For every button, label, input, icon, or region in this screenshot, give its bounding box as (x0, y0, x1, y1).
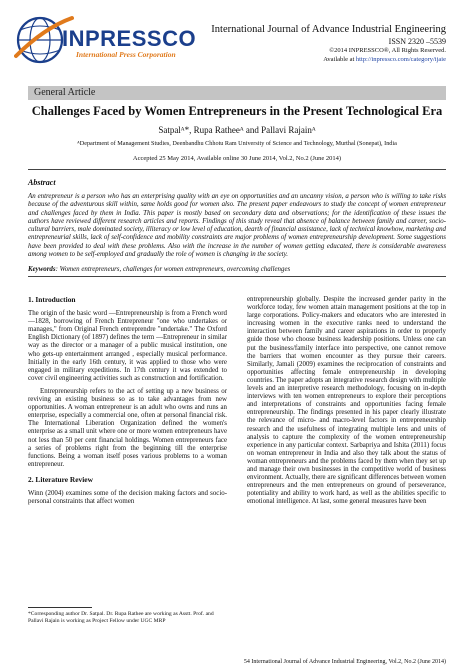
section-heading-introduction: 1. Introduction (28, 295, 76, 304)
journal-copyright: ©2014 INPRESSCO®, All Rights Reserved. (329, 47, 446, 54)
page-footer: 54 International Journal of Advance Industrial Engineering, Vol.2, No.2 (June 2014) (243, 659, 446, 665)
section-heading-literature-review: 2. Literature Review (28, 474, 93, 484)
journal-availability (323, 56, 446, 63)
publication-dates: Accepted 25 May 2014, Available online 30 June 2014, Vol.2, No.2 (June 2014) (132, 155, 342, 162)
review-paragraph-1: Winn (2004) examines some of the decision making factors and socio-personal constraints that affect women (28, 489, 227, 506)
intro-paragraph-1: The origin of the basic word ―Entrepreneurship is from a French word ―1828, borrowing of French Entrepreneur "one who undertakes or manages," from Original French entreprendre "undertake." The Oxford English Dictionary (of 1897) defines the term ―Entrepreneur in similar way as the director or a manager of a public musical institution, one who gets-up entertainment arranged , especially musical performance. Initially in the early 16th century, it was applied to those who were engaged in military expeditions. In 17th century it was extended to cover civil engineering activities such as construction and fortification. (28, 310, 227, 382)
keywords-line (28, 266, 446, 273)
author-affiliation: ᴬDepartment of Management Studies, Deenbandhu Chhotu Ram University of Science and Technology, Murthal (Sonepat), India (77, 140, 397, 147)
logo-tagline: International Press Corporation (76, 50, 176, 59)
abstract-text: An entrepreneur is a person who has an enterprising quality with an eye on opportunities and an uncanny vision, a person who is willing to take risks because of the adventurous skill within, same holds good for women also. The present paper endeavours to study the concept of women entrepreneur and challenges faced by them in India. This paper is mostly based on secondary data and observations; for the identification of these issues the authors have reviewed different research articles and reports. Findings of this study reveal that absence of balance between family and career, socio-cultural barriers, male dominated society, illiteracy or low level of education, dearth of financial assistance, lack of technical knowhow, marketing and entrepreneurial skills, lack of self-confidence and mobility constraints are major problems of women entrepreneurship development. Some suggestions have been provided to deal with these problems. Also with the increase in the number of women getting educated, there is considerable awareness among women to be self-employed and gradually the role of women is changing in the society. (28, 193, 446, 258)
left-column (28, 296, 227, 506)
abstract-bottom-rule (28, 276, 446, 277)
logo-wordmark: INPRESSCO (62, 26, 197, 51)
corresponding-author-footnote: *Corresponding author Dr. Satpal. Dr. Rupa Rathee are working as Asstt. Prof. and Pallavi Rajain is working as Project Fellow under UGC MRP (28, 611, 214, 624)
abstract-top-rule (28, 169, 446, 170)
paper-authors: Satpalᴬ*, Rupa Ratheeᴬ and Pallavi Rajainᴬ (158, 125, 316, 135)
journal-url-link[interactable]: http://inpressco.com/category/ijaie (355, 56, 446, 63)
review-paragraph-continued: entrepreneurship globally. Despite the increased gender parity in the workforce today, few women attain management positions at the top in large corporations. Policy-makers and educators who are interested in increasing women in the executive ranks need to understand the interaction between family and career aspirations in order to properly guide those who choose business leadership positions. Unless one can put the business/family interface into perspective, one cannot remove the barriers that women encounter as they pursue their careers. Similarly, Jamali (2009) examines the reciprocation of constraints and opportunities affecting female entrepreneurship in developing countries. The paper adopts an integrative research design with multiple levels and an interpretive research methodology, focusing on in-depth interviews with ten women entrepreneurs to explore their perceptions and interpretations of constraints and opportunities facing female entrepreneurship. The findings presented in his paper clearly illustrate the relevance of micro- and macro-level factors in entrepreneurship research and the usefulness of integrating multiple lens and units of analysis to capture the complexity of the women entrepreneurship experience in any particular context. Sarbapriya and Ishita (2011) focus on woman entrepreneur in India and also they talk about the status of woman entrepreneurs and the problems faced by them when they set up and manage their own businesses in the competitive world of business environment. Actually, there are significant differences between women entrepreneurs and the men entrepreneurs on ground of perseverance, potentiality and ability to work hard, as well as the abilities specific to emotional intelligence. At last, some general measures have been (247, 296, 446, 506)
paper-title: Challenges Faced by Women Entrepreneurs in the Present Technological Era (31, 104, 443, 118)
abstract-heading: Abstract (28, 178, 56, 187)
journal-title: International Journal of Advance Industrial Engineering (211, 24, 446, 35)
availability-prefix: Available at (323, 56, 356, 63)
keywords-text: : Women entrepreneurs, challenges for women entrepreneurs, overcoming challenges (55, 266, 291, 273)
right-column (247, 296, 446, 506)
article-type-label: General Article (34, 87, 96, 98)
intro-paragraph-2: Entrepreneurship refers to the act of setting up a new business or reviving an existing business so as to take advantages from new opportunities. A woman entrepreneur is an adult who owns and runs an enterprise, especially a commercial one, often at personal financial risk. The International Liberation Organization defined the women's enterprise as a small unit where one or more women entrepreneurs have not less than 50 per cent financial holdings. Women entrepreneurs face a series of problems right from the beginning till the enterprise functions. Being a woman itself poses various problems to a woman entrepreneur. (28, 387, 227, 468)
article-type-band (28, 86, 446, 100)
footnote-rule (28, 607, 92, 608)
publisher-logo (14, 10, 197, 72)
journal-issn: ISSN 2320 –5539 (388, 37, 446, 46)
keywords-label: Keywords (28, 266, 56, 273)
